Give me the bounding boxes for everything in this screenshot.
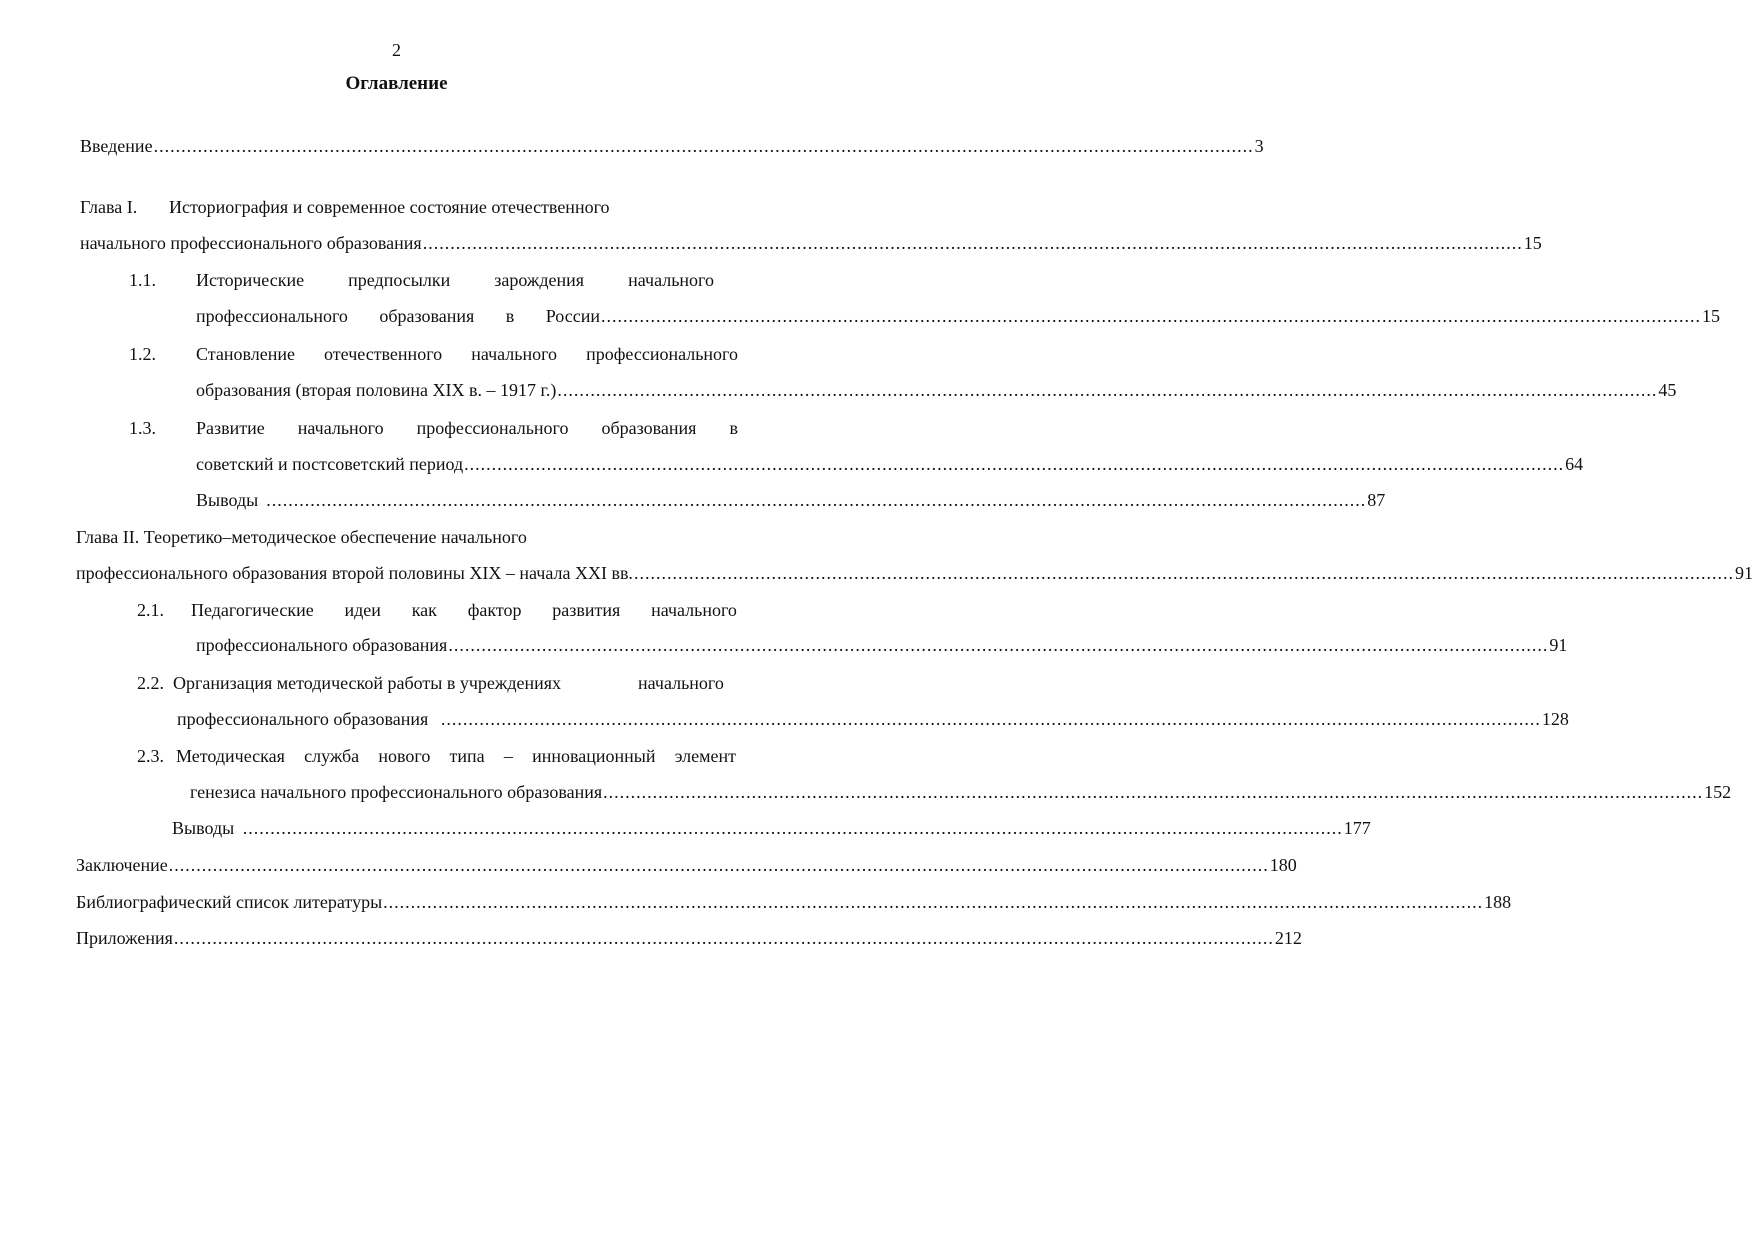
toc-entry-conclusion [76,855,1297,879]
toc-page-number: 3 [1254,136,1264,156]
toc-page-number: 212 [1274,928,1302,948]
dot-leader: ........................................................................................................................................................................................................ [383,892,1484,912]
word: профессионального [416,418,569,438]
section-2-2-line1: Организация методической работы в учреждениях [173,673,562,693]
word: зарождения [494,270,585,290]
toc-page-number: 91 [1549,635,1568,655]
toc-page-number: 64 [1565,454,1584,474]
word: в [729,418,738,438]
dot-leader: ........................................................................................................................................................................................................ [422,233,1523,253]
toc-entry-appendices [76,928,1302,952]
toc-entry-section-1-2 [196,380,1677,404]
word: Педагогические [191,600,314,620]
word: служба [304,746,360,766]
toc-entry-chapter1 [80,233,1542,257]
word: Развитие [196,418,265,438]
toc-page-number: 177 [1343,818,1371,838]
chapter1-heading: Историография и современное состояние отечественного [169,197,610,217]
word: образования [379,306,475,326]
chapter2-heading: Глава II. Теоретико–методическое обеспечение начального [76,527,527,547]
word: Методическая [176,746,285,766]
toc-page-number: 15 [1523,233,1542,253]
word: России [545,306,600,326]
toc-page-number: 87 [1367,490,1386,510]
toc-entry-text: Выводы [196,490,259,510]
toc-entry-section-2-3 [190,782,1732,806]
toc-entry-text: Библиографический список литературы [76,892,383,912]
word: – [503,746,513,766]
word: идеи [344,600,381,620]
section-2-2-line1-end: начального [638,673,724,693]
word: образования [601,418,697,438]
word: инновационный [532,746,656,766]
dot-leader: ........................................................................................................................................................................................................ [448,635,1549,655]
toc-entry-text: профессионального образования второй половины XIX – начала XXI вв. [76,563,633,583]
section-number: 1.2. [129,344,156,364]
toc-entry-text: генезиса начального профессионального образования [190,782,603,802]
dot-leader: ........................................................................................................................................................................................................ [557,380,1658,400]
toc-entry-text: Заключение [76,855,168,875]
toc-page-number: 128 [1541,709,1569,729]
toc-entry-text: профессионального образования [196,635,448,655]
page-title: Оглавление [345,73,448,94]
section-1-3-line1 [196,418,738,442]
page-number: 2 [392,40,401,60]
toc-entry-text: Приложения [76,928,173,948]
toc-entry-text: Введение [80,136,153,156]
word: элемент [674,746,736,766]
toc-entry-bibliography [76,892,1512,916]
section-number: 1.1. [129,270,156,290]
section-number: 2.3. [137,746,164,766]
toc-entry-chapter2 [76,563,1753,587]
chapter1-label: Глава I. [80,197,138,217]
word: типа [449,746,485,766]
toc-entry-text: советский и постсоветский период [196,454,464,474]
word: в [505,306,515,326]
toc-entry-chapter1-conclusions [196,490,1386,514]
toc-entry-text [196,306,600,327]
toc-page-number: 180 [1269,855,1297,875]
dot-leader: ........................................................................................................................................................................................................ [464,454,1565,474]
toc-entry-section-1-1 [196,306,1720,330]
word: нового [378,746,431,766]
section-number: 2.1. [137,600,164,620]
toc-page-number: 45 [1658,380,1677,400]
dot-leader: ........................................................................................................................................................................................................ [153,136,1254,156]
toc-entry-introduction [80,136,1264,160]
dot-leader: ........................................................................................................................................................................................................ [266,490,1367,510]
word: профессионального [196,306,348,326]
word: начального [297,418,384,438]
word: начального [651,600,737,620]
dot-leader: ........................................................................................................................................................................................................ [633,563,1734,583]
dot-leader: ........................................................................................................................................................................................................ [601,306,1701,326]
word: как [411,600,437,620]
toc-entry-section-2-1 [196,635,1568,659]
toc-page-number: 188 [1484,892,1512,912]
word: начального [628,270,714,290]
toc-entry-text: Выводы [172,818,239,838]
toc-page-number: 91 [1734,563,1753,583]
toc-entry-text: начального профессионального образования [80,233,422,253]
word: Исторические [196,270,305,290]
toc-entry-text: профессионального образования [177,709,433,729]
toc-entry-section-1-3 [196,454,1584,478]
section-2-1-line1 [191,600,737,624]
dot-leader: ........................................................................................................................................................................................................ [440,709,1541,729]
section-1-1-line1 [196,270,714,294]
toc-entry-chapter2-conclusions [172,818,1371,842]
dot-leader: ........................................................................................................................................................................................................ [603,782,1704,802]
toc-entry-text: образования (вторая половина XIX в. – 1917 г.) [196,380,557,400]
word: развития [552,600,621,620]
section-2-3-line1 [176,746,736,770]
dot-leader: ........................................................................................................................................................................................................ [242,818,1343,838]
section-number: 2.2. [137,673,164,693]
word: фактор [467,600,522,620]
toc-page-number: 152 [1704,782,1732,802]
section-1-2-line1: Становление отечественного начального профессионального [196,344,738,364]
word: предпосылки [348,270,451,290]
toc-entry-section-2-2 [177,709,1569,733]
dot-leader: ........................................................................................................................................................................................................ [173,928,1274,948]
section-number: 1.3. [129,418,156,438]
dot-leader: ........................................................................................................................................................................................................ [168,855,1269,875]
toc-page-number: 15 [1702,306,1720,326]
